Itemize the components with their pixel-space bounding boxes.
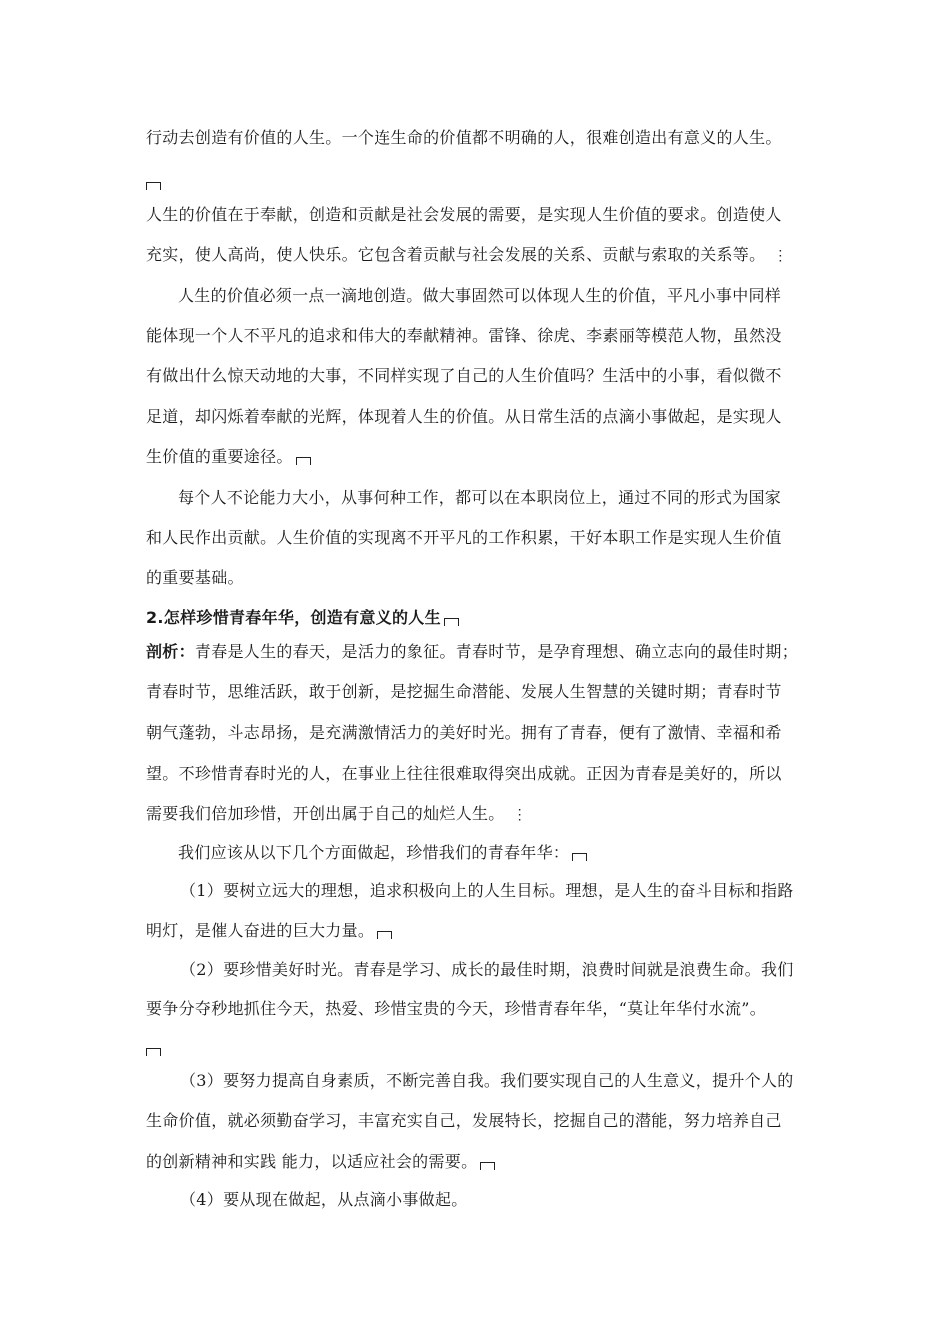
- text-line: 望。不珍惜青春时光的人，在事业上往往很难取得突出成就。正因为青春是美好的，所以: [146, 764, 782, 783]
- text-line: 有做出什么惊天动地的大事，不同样实现了自己的人生价值吗？生活中的小事，看似微不: [146, 366, 782, 385]
- text-line: （4）要从现在做起，从点滴小事做起。: [180, 1190, 468, 1209]
- text-line: 行动去创造有价值的人生。一个连生命的价值都不明确的人，很难创造出有意义的人生。: [146, 128, 782, 147]
- paragraph-mark-icon: [146, 1048, 161, 1056]
- text-line: 需要我们倍加珍惜，开创出属于自己的灿烂人生。 ⋮: [146, 804, 527, 823]
- text-line: 能体现一个人不平凡的追求和伟大的奉献精神。雷锋、徐虎、李素丽等模范人物，虽然没: [146, 326, 782, 345]
- paragraph-mark-icon: [146, 182, 161, 190]
- text-line: 人生的价值在于奉献，创造和贡献是社会发展的需要，是实现人生价值的要求。创造使人: [146, 205, 782, 224]
- text-line: （1）要树立远大的理想，追求积极向上的人生目标。理想，是人生的奋斗目标和指路: [180, 881, 794, 900]
- text-line: 要争分夺秒地抓住今天，热爱、珍惜宝贵的今天，珍惜青春年华，“莫让年华付水流”。: [146, 999, 767, 1018]
- ellipsis-mark-icon: ⋮: [512, 807, 527, 823]
- text-line: 人生的价值必须一点一滴地创造。做大事固然可以体现人生的价值，平凡小事中同样: [178, 286, 782, 305]
- text-line: 的创新精神和实践 能力，以适应社会的需要。: [146, 1152, 495, 1172]
- text-line: 生命价值，就必须勤奋学习，丰富充实自己，发展特长，挖掘自己的潜能，努力培养自己: [146, 1111, 782, 1130]
- paragraph-mark-icon: [480, 1162, 495, 1170]
- paragraph-mark-icon: [444, 618, 459, 626]
- text-line: 明灯，是催人奋进的巨大力量。: [146, 921, 392, 941]
- text-line: 青春时节，思维活跃，敢于创新，是挖掘生命潜能、发展人生智慧的关键时期；青春时节: [146, 682, 782, 701]
- text-line: 生价值的重要途径。: [146, 447, 311, 467]
- paragraph-mark-icon: [572, 853, 587, 861]
- text-line: （3）要努力提高自身素质，不断完善自我。我们要实现自己的人生意义，提升个人的: [180, 1071, 794, 1090]
- text-line: 剖析：青春是人生的春天，是活力的象征。青春时节，是孕育理想、确立志向的最佳时期；: [146, 642, 799, 661]
- text-line: 充实，使人高尚，使人快乐。它包含着贡献与社会发展的关系、贡献与索取的关系等。 ⋮: [146, 245, 788, 264]
- text-line: 和人民作出贡献。人生价值的实现离不开平凡的工作积累，干好本职工作是实现人生价值: [146, 528, 782, 547]
- section-heading: 2.怎样珍惜青春年华，创造有意义的人生: [146, 608, 459, 628]
- text-line: 朝气蓬勃，斗志昂扬，是充满激情活力的美好时光。拥有了青春，便有了激情、幸福和希: [146, 723, 782, 742]
- text-line: 足道，却闪烁着奉献的光辉，体现着人生的价值。从日常生活的点滴小事做起，是实现人: [146, 407, 782, 426]
- text-line: （2）要珍惜美好时光。青春是学习、成长的最佳时期，浪费时间就是浪费生命。我们: [180, 960, 794, 979]
- paragraph-mark-icon: [377, 931, 392, 939]
- text-line: 的重要基础。: [146, 568, 244, 587]
- paragraph-mark-icon: [296, 457, 311, 465]
- text-line: 我们应该从以下几个方面做起，珍惜我们的青春年华：: [178, 843, 587, 863]
- ellipsis-mark-icon: ⋮: [773, 248, 788, 264]
- text-line: 每个人不论能力大小，从事何种工作，都可以在本职岗位上，通过不同的形式为国家: [178, 488, 782, 507]
- analysis-label: 剖析：: [146, 642, 195, 661]
